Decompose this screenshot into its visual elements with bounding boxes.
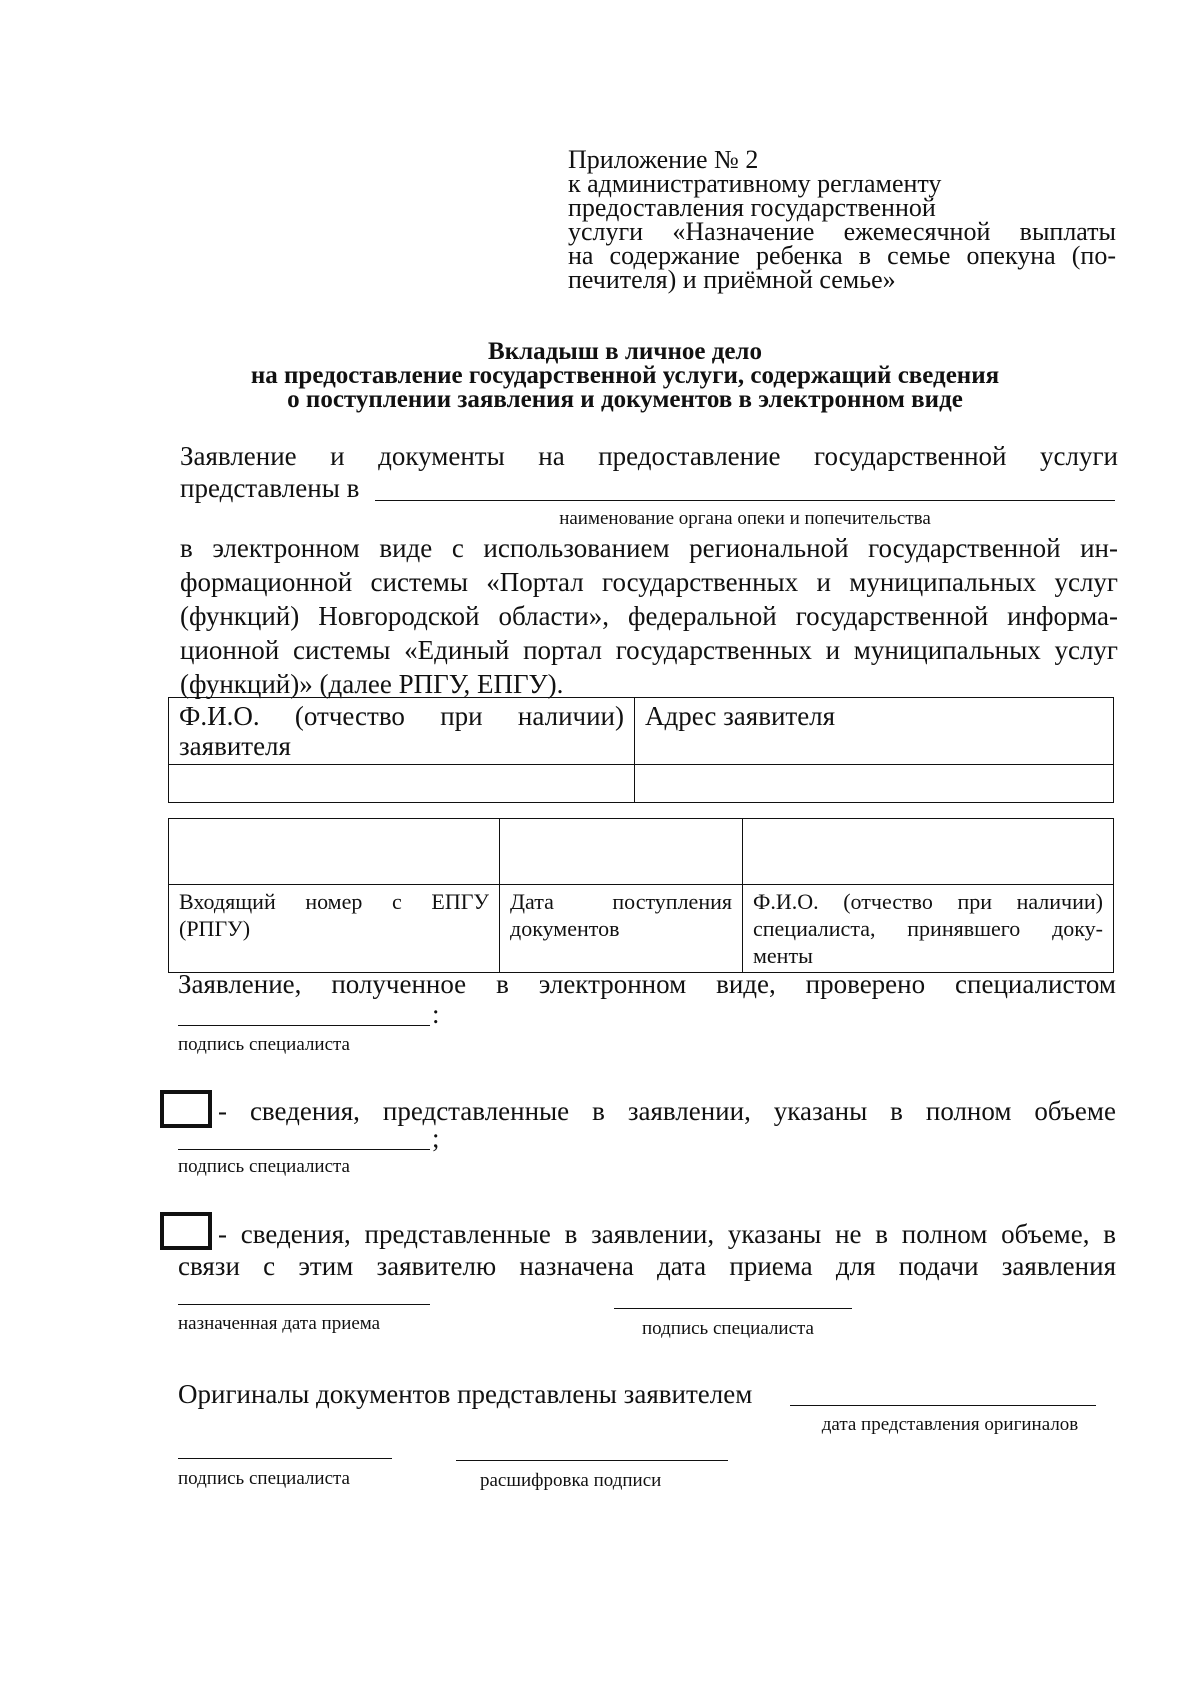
receipt-date-cell[interactable] <box>500 819 743 885</box>
appendix-line: услуги «Назначение ежемесячной выплаты <box>568 217 1116 246</box>
header-text: Ф.И.О. (отчество при наличии) <box>179 701 624 731</box>
applicant-address-header: Адрес заявителя <box>635 698 1114 765</box>
checked-colon: : <box>432 999 440 1029</box>
appendix-line: на содержание ребенка в семье опекуна (по- <box>568 241 1116 270</box>
authority-name-field[interactable] <box>375 500 1115 501</box>
applicant-address-cell[interactable] <box>635 765 1114 803</box>
signature-caption: подпись специалиста <box>178 1034 350 1055</box>
originals-signature-field[interactable] <box>178 1458 392 1459</box>
header-text: Дата поступления документов <box>510 889 732 941</box>
appendix-line: печителя) и приёмной семье» <box>568 265 896 294</box>
checked-signature-field[interactable] <box>178 1025 430 1026</box>
intro-line: Заявление и документы на предоставление государственной услуги <box>180 441 1118 471</box>
authority-caption: наименование органа опеки и попечительства <box>559 508 931 529</box>
title-line: Вкладыш в личное дело <box>488 338 762 365</box>
signature-caption: подпись специалиста <box>178 1156 350 1177</box>
option1-signature-field[interactable] <box>178 1149 430 1150</box>
title-line: на предоставление государственной услуги, содержащий сведения <box>250 362 1000 389</box>
specialist-name-cell[interactable] <box>743 819 1114 885</box>
intro-line: (функций)» (далее РПГУ, ЕПГУ). <box>180 669 564 699</box>
partial-info-text: связи с этим заявителю назначена дата приема для подачи заявления <box>178 1251 1116 1281</box>
originals-date-field[interactable] <box>790 1405 1096 1406</box>
originals-date-caption: дата представления оригиналов <box>821 1414 1079 1435</box>
signature-caption: подпись специалиста <box>178 1468 350 1489</box>
appendix-header <box>568 145 1116 294</box>
checked-line: Заявление, полученное в электронном виде, проверено специалистом <box>178 969 1116 999</box>
intro-line: ционной системы «Единый портал государственных и муниципальных услуг <box>180 635 1118 665</box>
appointment-date-caption: назначенная дата приема <box>178 1313 381 1334</box>
specialist-name-header <box>743 885 1114 973</box>
originals-decode-field[interactable] <box>456 1460 728 1461</box>
header-text: Ф.И.О. (отчество при наличии) специалиста, принявшего доку-менты <box>753 889 1103 968</box>
appendix-number: Приложение № 2 <box>568 145 759 174</box>
decode-caption: расшифровка подписи <box>480 1470 662 1491</box>
applicant-name-header <box>169 698 635 765</box>
incoming-number-cell[interactable] <box>169 819 500 885</box>
appointment-date-field[interactable] <box>178 1304 430 1305</box>
applicant-table <box>168 697 1114 803</box>
receipt-table <box>168 818 1114 973</box>
intro-line: (функций) Новгородской области», федеральной государственной информа- <box>180 601 1118 631</box>
option1-semicolon: ; <box>432 1123 440 1153</box>
partial-info-checkbox[interactable] <box>160 1212 212 1250</box>
appendix-line: предоставления государственной <box>568 193 936 222</box>
applicant-name-cell[interactable] <box>169 765 635 803</box>
intro-line: в электронном виде с использованием региональной государственной ин- <box>180 533 1118 563</box>
originals-text: Оригиналы документов представлены заявителем <box>178 1379 753 1409</box>
title-line: о поступлении заявления и документов в электронном виде <box>287 386 963 413</box>
intro-prefix: представлены в <box>180 473 360 503</box>
partial-info-text: - сведения, представленные в заявлении, указаны не в полном объеме, в <box>218 1219 1116 1249</box>
signature-caption: подпись специалиста <box>642 1318 814 1339</box>
option2-signature-field[interactable] <box>614 1308 852 1309</box>
header-text: заявителя <box>179 731 291 761</box>
appendix-line: к административному регламенту <box>568 169 942 198</box>
full-info-text: - сведения, представленные в заявлении, указаны в полном объеме <box>218 1096 1116 1126</box>
document-title <box>150 340 1100 412</box>
intro-line: формационной системы «Портал государственных и муниципальных услуг <box>180 567 1118 597</box>
incoming-number-header <box>169 885 500 973</box>
full-info-checkbox[interactable] <box>160 1090 212 1128</box>
receipt-date-header <box>500 885 743 973</box>
header-text: Входящий номер с ЕПГУ (РПГУ) <box>179 889 489 941</box>
